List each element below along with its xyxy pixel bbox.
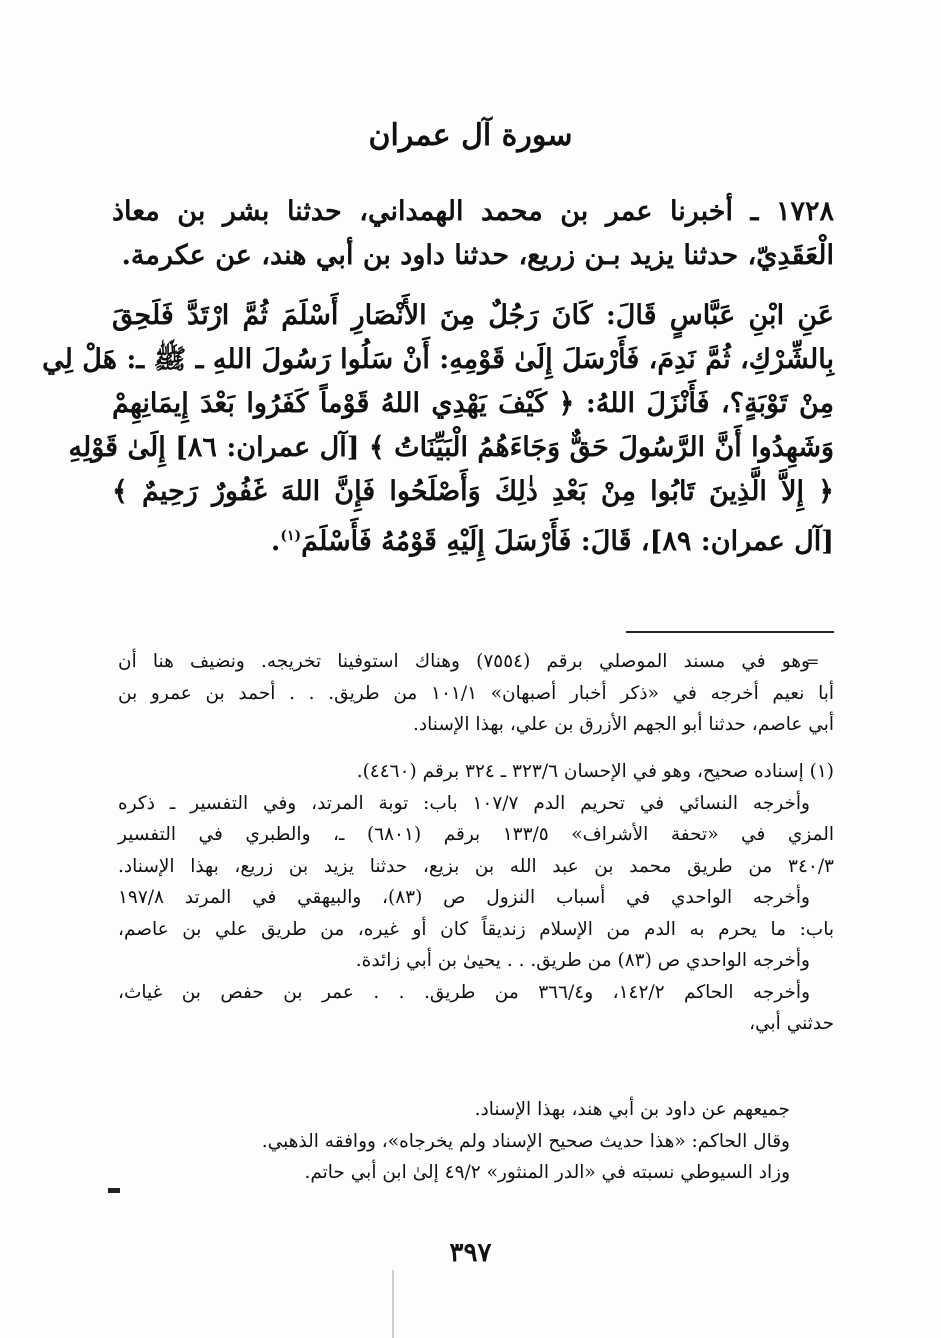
footnote-line: وهو في مسند الموصلي برقم (٧٥٥٤) وهناك استوفينا تخريجه. ونضيف هنا أن <box>118 651 810 672</box>
footnote-line: جميعهم عن داود بن أبي هند، بهذا الإسناد. <box>474 1099 790 1120</box>
footnote-line: وأخرجه الواحدي في أسباب النزول ص (٨٣)، والبيهقي في المرتد ١٩٧/٨ <box>118 887 810 908</box>
hadith-text-line: عَنِ ابْنِ عَبَّاسٍ قَالَ: كَانَ رَجُلٌ مِنَ الأَنْصَارِ أَسْلَمَ ثُمَّ ارْتَدَّ فَلَحِقَ <box>112 300 834 331</box>
end-mark <box>108 1188 120 1193</box>
footnote-separator <box>626 631 834 633</box>
footnote-1 <box>118 756 834 1040</box>
footnote-line: وأخرجه الواحدي ص (٨٣) من طريق. . . يحيىٰ بن أبي زائدة. <box>355 950 810 971</box>
footnote-line: وقال الحاكم: «هذا حديث صحيح الإسناد ولم يخرجاه»، ووافقه الذهبي. <box>261 1130 790 1152</box>
footnote-line: وأخرجه النسائي في تحريم الدم ١٠٧/٧ باب: توبة المرتد، وفي التفسير ـ ذكره <box>118 792 810 814</box>
footnote-line: (١) إسناده صحيح، وهو في الإحسان ٣٢٣/٦ ـ ٣٢٤ برقم (٤٤٦٠). <box>356 761 834 782</box>
footnote-line: باب: ما يحرم به الدم من الإسلام زنديقاً كان أو غيره، من طريق علي بن عاصم، <box>118 918 834 940</box>
continuation-mark: = <box>806 652 820 671</box>
surah-title: سورة آل عمران <box>368 118 573 153</box>
footnote-line: حدثني أبي، <box>749 1013 834 1034</box>
footnote-line: وزاد السيوطي نسبته في «الدر المنثور» ٤٩/٢ إلىٰ ابن أبي حاتم. <box>304 1162 790 1183</box>
hadith-text <box>42 294 834 564</box>
footnote-line: ٣٤٠/٣ من طريق محمد بن عبد الله بن بزيع، حدثنا يزيد بن زريع، بهذا الإسناد. <box>118 855 834 877</box>
page-number: ٣٩٧ <box>449 1238 492 1268</box>
hadith-text-line: وَشَهِدُوا أَنَّ الرَّسُولَ حَقٌّ وَجَاءَهُمُ الْبَيِّنَاتُ ﴾ [آل عمران: ٨٦] إِلَىٰ قَوْلِهِ <box>68 432 834 463</box>
hadith-text-line-final: [آل عمران: ٨٩]، قَالَ: فَأَرْسَلَ إِلَيْهِ قَوْمُهُ فَأَسْلَمَ <box>301 526 834 557</box>
hadith-text-line: بِالشِّرْكِ، ثُمَّ نَدِمَ، فَأَرْسَلَ إِلَىٰ قَوْمِهِ: أَنْ سَلُوا رَسُولَ اللهِ ـ ﷺ ـ: هَلْ لِي <box>42 344 834 375</box>
hadith-text-line: ﴿ إِلاَّ الَّذِينَ تَابُوا مِنْ بَعْدِ ذٰلِكَ وَأَصْلَحُوا فَإِنَّ اللهَ غَفُورٌ رَحِيمٌ ﴾ <box>112 476 834 507</box>
footnote-line: وأخرجه الحاكم ١٤٢/٢، و٣٦٦/٤ من طريق. . . عمر بن حفص بن غياث، <box>118 981 811 1003</box>
footnote-1-tail <box>230 1094 790 1189</box>
hadith-text-line: مِنْ تَوْبَةٍ؟، فَأَنْزَلَ اللهُ: ﴿ كَيْفَ يَهْدِي اللهُ قَوْماً كَفَرُوا بَعْدَ إِيمَانِهِمْ <box>112 388 834 419</box>
hadith-text-line: [آل عمران: ٨٩]، قَالَ: فَأَرْسَلَ إِلَيْهِ قَوْمُهُ فَأَسْلَمَ$^{(١)}$. <box>270 526 834 557</box>
footnote-continuation <box>118 646 834 741</box>
hadith-intro <box>112 190 834 278</box>
footnote-line: المزي في «تحفة الأشراف» ١٣٣/٥ برقم (٦٨٠١) ـ، والطبري في التفسير <box>118 824 835 845</box>
footnote-reference: (١) <box>280 528 302 544</box>
hadith-intro-line: ١٧٢٨ ـ أخبرنا عمر بن محمد الهمداني، حدثنا بشر بن معاذ <box>112 196 834 227</box>
hadith-intro-line: الْعَقَدِيّ، حدثنا يزيد بـن زريع، حدثنا داود بن أبي هند، عن عكرمة. <box>121 240 834 271</box>
footnote-line: أبي عاصم، حدثنا أبو الجهم الأزرق بن علي، بهذا الإسناد. <box>413 714 834 735</box>
footnote-line: أبا نعيم أخرجه في «ذكر أخبار أصبهان» ١٠١/١ من طريق. . . أحمد بن عمرو بن <box>118 682 835 704</box>
scan-crease <box>392 1270 394 1338</box>
